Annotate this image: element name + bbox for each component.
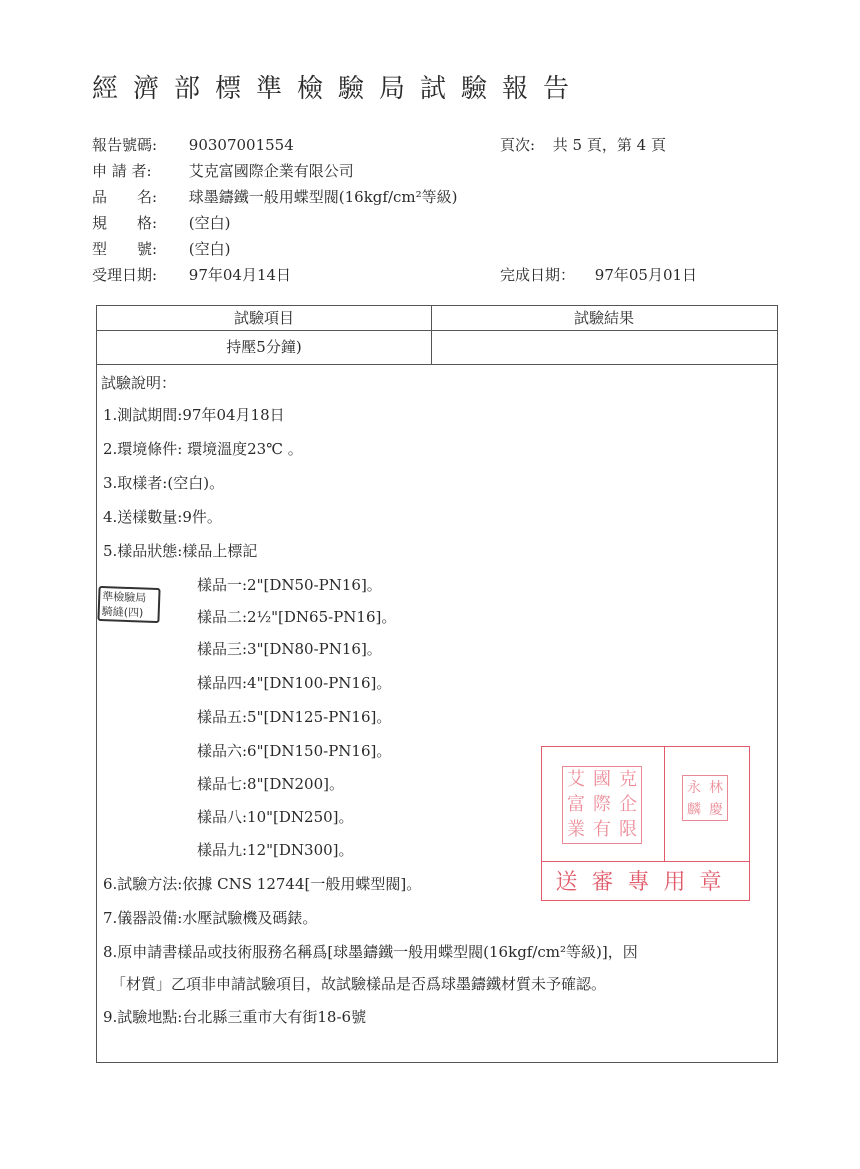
sample-item: 樣品五:5"[DN125-PN16]。 (197, 708, 392, 726)
seal-char: 艾 (567, 768, 585, 790)
report-number: 90307001554 (188, 136, 294, 154)
spec-row (92, 213, 231, 233)
seal-char: 麟 (687, 802, 701, 818)
table-row (97, 330, 777, 365)
seal-char: 限 (619, 819, 637, 841)
seam-stamp-line: 騎縫(四) (101, 605, 144, 620)
seal-char: 業 (567, 819, 585, 841)
product-label: 品 名: (92, 188, 158, 206)
stamp-caption: 送審專用章 (555, 870, 736, 895)
sample-item: 樣品二:2½"[DN65-PN16]。 (197, 608, 397, 626)
applicant-label: 申 請 者: (92, 162, 152, 180)
sample-item: 樣品四:4"[DN100-PN16]。 (197, 674, 392, 692)
sample-item: 樣品七:8"[DN200]。 (197, 775, 344, 793)
note-item: 9.試驗地點:台北縣三重市大有街18-6號 (103, 1008, 367, 1026)
person-seal (682, 775, 728, 821)
sample-item: 樣品三:3"[DN80-PN16]。 (197, 640, 382, 658)
page-title: 經濟部標準檢驗局試驗報告 (92, 74, 585, 104)
note-item: 6.試驗方法:依據 CNS 12744[一般用蝶型閥]。 (103, 875, 422, 893)
received-date-label: 受理日期: (92, 266, 158, 284)
sample-item: 樣品九:12"[DN300]。 (197, 841, 354, 859)
note-item: 7.儀器設備:水壓試驗機及碼錶。 (103, 909, 318, 927)
seal-char: 富 (567, 793, 585, 815)
report-number-row (92, 135, 294, 155)
completed-date-label: 完成日期： (500, 266, 576, 284)
note-item: 1.測試期間:97年04月18日 (103, 406, 285, 424)
product-row (92, 187, 458, 207)
seal-char: 際 (593, 793, 611, 815)
seal-char: 克 (619, 768, 637, 790)
model-label: 型 號: (92, 240, 158, 258)
seal-char: 永 (687, 780, 701, 796)
stamp-divider (664, 747, 665, 861)
page-count-row (500, 135, 666, 155)
seal-char: 國 (593, 768, 611, 790)
seam-stamp (97, 586, 160, 623)
page-value: 共 5 頁，第 4 頁 (552, 136, 666, 154)
applicant: 艾克富國際企業有限公司 (188, 162, 354, 180)
seam-stamp-line: 準檢驗局 (102, 590, 147, 605)
report-number-label: 報告號碼: (92, 136, 158, 154)
received-date: 97年04月14日 (188, 266, 292, 284)
note-item: 3.取樣者:(空白)。 (103, 474, 225, 492)
column-divider (431, 306, 432, 365)
sample-item: 樣品一:2"[DN50-PN16]。 (197, 576, 382, 594)
spec-label: 規 格: (92, 214, 158, 232)
notes-title: 試驗說明： (101, 374, 177, 392)
spec-value: (空白) (188, 214, 231, 232)
stamp-divider (542, 861, 749, 862)
model-value: (空白) (188, 240, 231, 258)
note-item: 5.樣品狀態:樣品上標記 (103, 542, 258, 560)
column-header-test-result: 試驗結果 (573, 309, 634, 327)
test-item-cell: 持壓5分鐘) (226, 338, 302, 356)
sample-item: 樣品八:10"[DN250]。 (197, 808, 354, 826)
table-header-row (97, 306, 777, 331)
sample-item: 樣品六:6"[DN150-PN16]。 (197, 742, 392, 760)
received-date-row (92, 265, 291, 285)
completed-date: 97年05月01日 (594, 266, 698, 284)
page-label: 頁次: (500, 136, 536, 154)
seal-char: 慶 (709, 802, 723, 818)
seal-char: 林 (709, 780, 723, 796)
applicant-row (92, 161, 354, 181)
seal-char: 企 (619, 793, 637, 815)
note-item: 4.送樣數量:9件。 (103, 508, 222, 526)
note-item: 2.環境條件: 環境溫度23℃ 。 (103, 440, 303, 458)
note-item-continuation: 「材質」乙項非申請試驗項目，故試驗樣品是否爲球墨鑄鐵材質未予確認。 (111, 975, 607, 993)
note-item: 8.原申請書樣品或技術服務名稱爲[球墨鑄鐵一般用蝶型閥(16kgf/cm²等級)]，因 (103, 943, 638, 961)
column-header-test-item: 試驗項目 (233, 309, 294, 327)
model-row (92, 239, 231, 259)
product-name: 球墨鑄鐵一般用蝶型閥(16kgf/cm²等級) (188, 188, 458, 206)
report-body-box (96, 305, 778, 1063)
review-stamp (541, 746, 750, 901)
completed-date-row (500, 265, 697, 285)
test-result-cell (431, 330, 777, 364)
seal-char: 有 (593, 819, 611, 841)
company-seal (562, 766, 642, 844)
